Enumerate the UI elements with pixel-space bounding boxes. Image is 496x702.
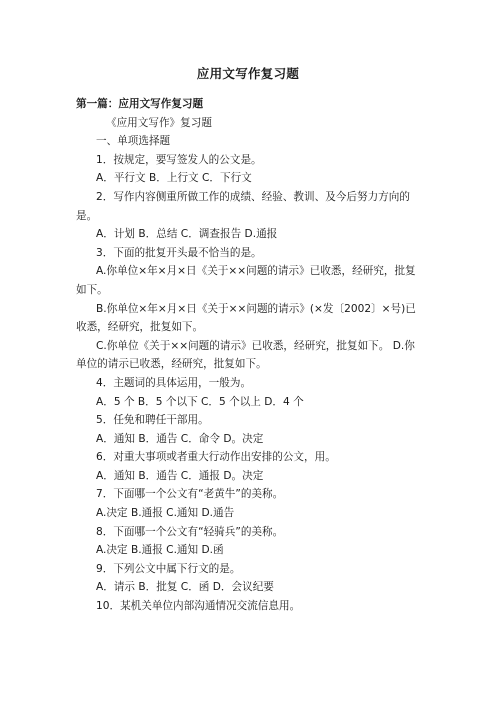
section-heading: 第一篇：应用文写作复习题 — [76, 98, 204, 110]
paragraph: A．通知 B．通告 C．通报 D。决定 — [96, 469, 264, 482]
paragraph: 3．下面的批复开头最不恰当的是。 — [96, 246, 262, 259]
paragraph: 8．下面哪一个公文有“轻骑兵”的美称。 — [96, 525, 284, 538]
paragraph: 1．按规定，要写签发人的公文是。 — [96, 153, 262, 166]
paragraph: 一、单项选择题 — [96, 135, 171, 148]
paragraph: B.你单位×年×月×日《关于××问题的请示》(×发〔2002〕×号)已收悉，经研究，批复如下。 — [76, 302, 416, 334]
paragraph: A.决定 B.通报 C.通知 D.通告 — [96, 507, 235, 520]
paragraph: A．通知 B．通告 C．命令 D。决定 — [96, 432, 264, 445]
paragraph: 2．写作内容侧重所做工作的成绩、经验、教训、及今后努力方向的是。 — [76, 190, 410, 222]
paragraph: 《应用文写作》复习题 — [106, 116, 212, 129]
paragraph: 6．对重大事项或者重大行动作出安排的公文，用。 — [96, 451, 336, 464]
document-body — [76, 95, 422, 616]
paragraph: C.你单位《关于××问题的请示》已收悉，经研究，批复如下。 D.你单位的请示已收悉，经研究，批复如下。 — [76, 339, 415, 371]
paragraph: A.你单位×年×月×日《关于××问题的请示》已收悉，经研究，批复如下。 — [76, 265, 416, 296]
document-title: 应用文写作复习题 — [196, 66, 300, 81]
paragraph: 9．下列公文中属下行文的是。 — [96, 562, 241, 575]
paragraph: A．计划 B．总结 C．调查报告 D.通报 — [96, 228, 278, 241]
paragraph: A．请示 B．批复 C．函 D．会议纪要 — [96, 581, 274, 594]
paragraph: A．5 个 B．5 个以下 C．5 个以上 D．4 个 — [96, 395, 304, 408]
paragraph: 10．某机关单位内部沟通情况交流信息用。 — [96, 600, 301, 613]
paragraph: 7．下面哪一个公文有“老黄牛”的美称。 — [96, 488, 284, 501]
paragraph: A．平行文 B．上行文 C．下行文 — [96, 172, 252, 185]
paragraph: A.决定 B.通报 C.通知 D.函 — [96, 544, 224, 557]
paragraph: 5．任免和聘任干部用。 — [96, 414, 209, 427]
paragraph: 4．主题词的具体运用，一般为。 — [96, 376, 252, 389]
